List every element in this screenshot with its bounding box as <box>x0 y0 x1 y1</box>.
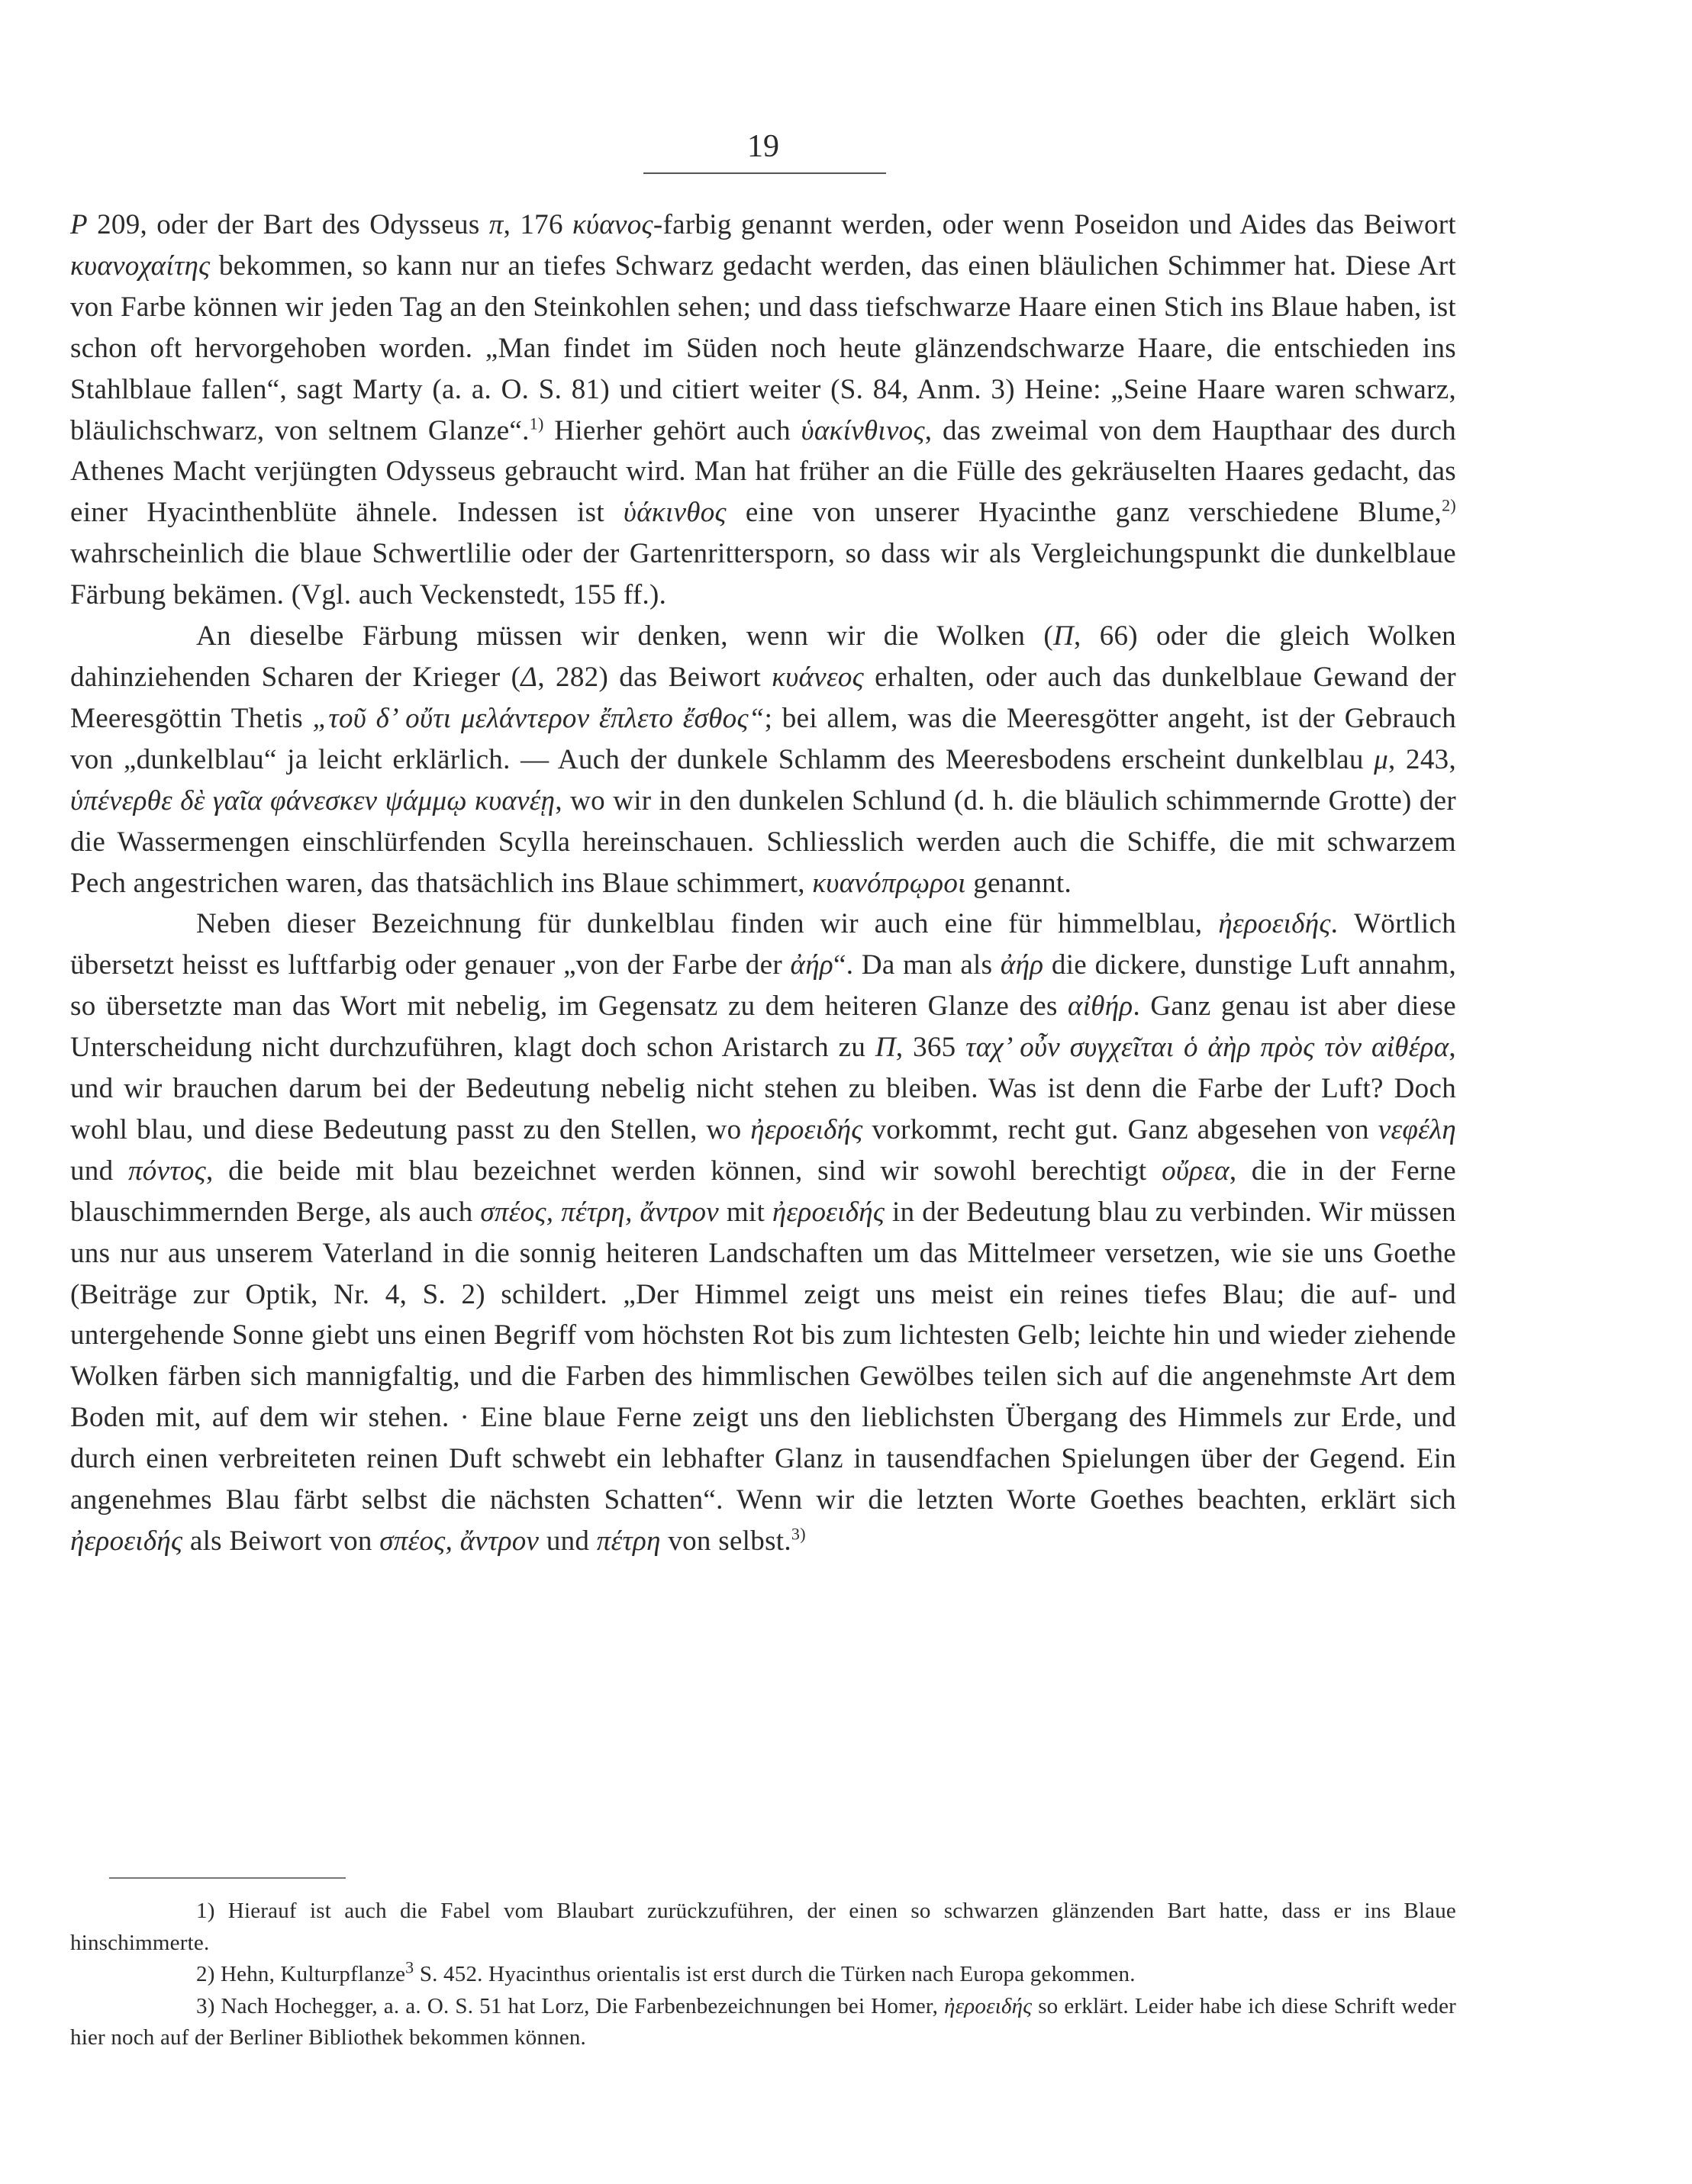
page-number: 19 <box>747 129 779 164</box>
text-run: von selbst. <box>660 1525 791 1557</box>
italic-term: πόντος <box>127 1155 206 1187</box>
footnote-reference: 1) <box>529 414 544 433</box>
italic-term: κυανόπρῳροι <box>812 867 966 899</box>
italic-term: Π <box>875 1032 896 1064</box>
text-run: vorkommt, recht gut. Ganz abgesehen von <box>862 1113 1378 1145</box>
text-run: -farbig genannt werden, oder wenn Poseidon und Aides das Beiwort <box>653 209 1456 240</box>
footnote-reference: 3 <box>405 1957 414 1977</box>
text-run: erhalten, oder auch das dunkelblaue Gewand der Meeresgöttin Thetis <box>70 661 1456 734</box>
italic-term: ὑάκινθος <box>623 497 727 529</box>
text-run: An dieselbe Färbung müssen wir denken, wenn wir die Wolken ( <box>196 620 1053 652</box>
italic-term: ἀήρ <box>1000 949 1044 981</box>
text-run: , 243, <box>1388 743 1456 775</box>
footnote-reference: 3) <box>791 1524 806 1544</box>
text-run: ; bei allem, was die Meeresgötter angeht, ist der Gebrauch von „dunkelblau“ ja leicht erklärlich. — Auch der dunkele Schlamm des Meeresbodens erscheint dunkelblau <box>70 702 1457 775</box>
text-run: . Ganz genau ist aber diese Unterscheidung nicht durchzuführen, klagt doch schon Aristarch zu <box>70 991 1456 1064</box>
italic-term: ὑπένερθε δὲ γαῖα φάνεσκεν ψάμμῳ κυανέῃ <box>70 784 556 817</box>
italic-term: μ <box>1374 743 1389 775</box>
text-run: . Wörtlich übersetzt heisst es luftfarbig oder genauer „von der Farbe der <box>70 908 1456 981</box>
italic-term: σπέος, πέτρη, ἄντρον <box>480 1196 720 1228</box>
text-run: 209, oder der Bart des Odysseus <box>87 209 489 240</box>
body-text <box>70 205 1456 1562</box>
text-run: Neben dieser Bezeichnung für dunkelblau finden wir auch eine für himmelblau, <box>196 908 1219 940</box>
italic-term: π <box>488 209 504 240</box>
italic-term: σπέος, ἄντρον <box>379 1525 540 1557</box>
text-run: genannt. <box>965 867 1072 899</box>
text-run: , die beide mit blau bezeichnet werden können, sind wir sowohl berechtigt <box>205 1155 1162 1187</box>
italic-term: κυανοχαίτης <box>70 250 211 282</box>
footnote-text: S. 452. Hyacinthus orientalis ist erst durch die Türken nach Europa gekommen. <box>414 1962 1136 1986</box>
text-run: , 282) das Beiwort <box>537 661 772 693</box>
footnote-2 <box>70 1959 1456 1991</box>
text-run: und <box>539 1525 597 1557</box>
italic-term: ἠεροειδής <box>1218 908 1331 940</box>
paragraph-3 <box>70 904 1456 1562</box>
italic-term: νεφέλη <box>1378 1113 1456 1145</box>
text-run: die dickere, dunstige Luft annahm, so übersetzte man das Wort mit nebelig, im Gegensatz zu dem heiteren Glanze des <box>70 949 1457 1023</box>
text-run: in der Bedeutung blau zu verbinden. Wir müssen uns nur aus unserem Vaterland in die sonnig heiteren Landschaften um das Mittelmeer versetzen, wie sie uns Goethe (Beiträge zur Optik, Nr. 4, S. 2) schildert. „Der Himmel zeigt uns meist ein reines tiefes Blau; die auf- und untergehende Sonne giebt uns einen Begriff vom höchsten Rot bis zum lichtesten Gelb; leichte hin und wieder ziehende Wolken färben sich mannigfaltig, und die Farben des himmlischen Gewölbes teilen sich auf die angenehmste Art dem Boden mit, auf dem wir stehen. · Eine blaue Ferne zeigt uns den lieblichsten Übergang des Himmels zur Erde, und durch einen verbreiteten reinen Duft schwebt ein lebhafter Glanz in tausendfachen Spielungen über der Gegend. Ein angenehmes Blau färbt selbst die nächsten Schatten“. Wenn wir die letzten Worte Goethes beachten, erklärt sich <box>70 1196 1456 1516</box>
text-run: bekommen, so kann nur an tiefes Schwarz gedacht werden, das einen bläulichen Schimmer hat. Diese Art von Farbe können wir jeden Tag an den Steinkohlen sehen; und dass tiefschwarze Haare einen Stich ins Blaue haben, ist schon oft hervorgehoben worden. „Man findet im Süden noch heute glänzendschwarze Haare, die entschieden ins Stahlblaue fallen“, sagt Marty (a. a. O. S. 81) und citiert weiter (S. 84, Anm. 3) Heine: „Seine Haare waren schwarz, bläulichschwarz, von seltnem Glanze“. <box>70 250 1456 446</box>
footnote-text: so erklärt. Leider habe ich diese Schrift weder hier noch auf der Berliner Bibliothek bekommen können. <box>70 1993 1456 2050</box>
paragraph-1 <box>70 205 1456 616</box>
text-run: und <box>70 1155 128 1187</box>
text-run: als Beiwort von <box>182 1525 380 1557</box>
header-rule <box>643 172 886 174</box>
text-run: mit <box>719 1196 772 1228</box>
italic-term: ἠεροειδής <box>70 1525 183 1557</box>
text-run: , wo wir in den dunkelen Schlund (d. h. die bläulich schimmernde Grotte) der die Wassermengen einschlürfenden Scylla hereinschauen. Schliesslich werden auch die Schiffe, die mit schwarzem Pech angestrichen waren, das thatsächlich ins Blaue schimmert, <box>70 784 1456 899</box>
italic-term: πέτρη <box>596 1525 661 1557</box>
italic-term: ἠεροειδής <box>750 1113 863 1145</box>
text-run: , die in der Ferne blauschimmernden Berge, als auch <box>70 1155 1456 1228</box>
text-run: , das zweimal von dem Haupthaar des durch Athenes Macht verjüngten Odysseus gebraucht wird. Man hat früher an die Fülle des gekräuselten Haares gedacht, das einer Hyacinthenblüte ähnele. Indessen ist <box>70 414 1457 529</box>
italic-term: ταχ’ οὖν συγχεῖται ὁ ἀὴρ πρὸς τὸν αἰθέρα <box>965 1032 1449 1064</box>
italic-term: Δ <box>520 661 538 693</box>
footnote-3 <box>70 1991 1456 2054</box>
footnotes <box>70 1896 1456 2054</box>
italic-term: κυάνεος <box>772 661 864 693</box>
italic-term: ἀήρ <box>790 949 833 981</box>
text-run: eine von unserer Hyacinthe ganz verschiedene Blume, <box>726 497 1442 529</box>
paragraph-2 <box>70 616 1456 904</box>
italic-term: αἰθήρ <box>1068 991 1133 1023</box>
footnote-rule <box>109 1877 346 1879</box>
footnote-reference: 2) <box>1442 496 1456 516</box>
italic-term: „τοῦ δ’ οὔτι μελάντερον ἔπλετο ἔσθος“ <box>312 702 765 734</box>
footnote-text: 3) Nach Hochegger, a. a. O. S. 51 hat Lorz, Die Farbenbezeichnungen bei Homer, <box>196 1993 945 2018</box>
text-run: , 66) oder die gleich Wolken dahinziehenden Scharen der Krieger ( <box>70 620 1456 693</box>
italic-term: ἠεροειδής <box>944 1993 1033 2018</box>
footnote-text: 2) Hehn, Kulturpflanze <box>196 1962 406 1986</box>
text-run: “. Da man als <box>833 949 1001 981</box>
footnote-1 <box>70 1896 1456 1959</box>
text-run: Hierher gehört auch <box>543 414 801 446</box>
text-run: , 176 <box>503 209 572 240</box>
footnote-text: 1) Hierauf ist auch die Fabel vom Blaubart zurückzuführen, der einen so schwarzen glänzenden Bart hatte, dass er ins Blaue hinschimmerte. <box>70 1899 1456 1955</box>
italic-term: P <box>70 209 88 240</box>
italic-term: κύανος <box>572 209 653 240</box>
italic-term: ἠεροειδής <box>772 1196 885 1228</box>
text-run: wahrscheinlich die blaue Schwertlilie oder der Gartenrittersporn, so dass wir als Vergleichungspunkt die dunkelblaue Färbung bekämen. (Vgl. auch Veckenstedt, 155 ff.). <box>70 538 1456 611</box>
italic-term: Π <box>1052 620 1075 652</box>
italic-term: ὑακίνθινος <box>801 414 925 446</box>
italic-term: οὔρεα <box>1162 1155 1230 1187</box>
text-run: , 365 <box>895 1032 966 1064</box>
text-run: , und wir brauchen darum bei der Bedeutung nebelig nicht stehen zu bleiben. Was ist denn die Farbe der Luft? Doch wohl blau, und diese Bedeutung passt zu den Stellen, wo <box>70 1032 1456 1145</box>
